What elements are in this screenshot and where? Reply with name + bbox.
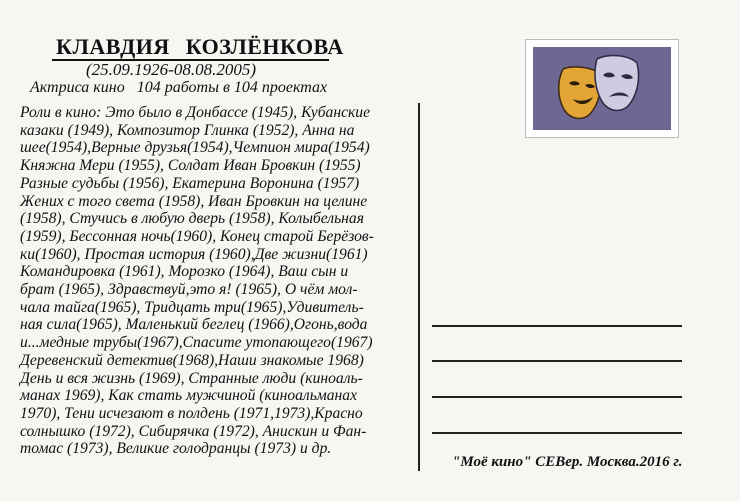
- roles-line: Роли в кино: Это было в Донбассе (1945), Кубанские: [20, 104, 371, 121]
- roles-line: казаки (1949), Композитор Глинка (1952), Анна на: [20, 121, 355, 139]
- actress-name: КЛАВДИЯ КОЗЛЁНКОВА: [56, 34, 344, 59]
- publisher-footer: "Моё кино" СЕВер. Москва.2016 г.: [452, 454, 683, 470]
- address-line: [432, 432, 682, 434]
- roles-line: ки(1960), Простая история (1960),Две жизни(1961): [20, 245, 368, 263]
- roles-line: 1970), Тени исчезают в полдень (1971,1973),Красно: [20, 404, 363, 422]
- stamp-image: [533, 47, 671, 130]
- address-line: [432, 360, 682, 362]
- life-dates: (25.09.1926-08.08.2005): [86, 60, 256, 79]
- roles-line: День и вся жизнь (1969), Странные люди (киноаль-: [20, 369, 363, 387]
- address-line: [432, 325, 682, 327]
- roles-line: брат (1965), Здравствуй,это я! (1965), О чём мол-: [20, 281, 358, 299]
- roles-line: Деревенский детектив(1968),Наши знакомые 1968): [20, 351, 364, 369]
- address-line: [432, 396, 682, 398]
- roles-line: шее(1954),Верные друзья(1954),Чемпион мира(1954): [20, 139, 370, 157]
- divider-line: [418, 103, 420, 471]
- roles-line: (1959), Бессонная ночь(1960), Конец старой Берёзов-: [20, 227, 374, 245]
- roles-line: Жених с того света (1958), Иван Бровкин на целине: [20, 192, 368, 210]
- roles-line: чала тайга(1965), Тридцать три(1965),Удивитель-: [20, 298, 364, 316]
- postage-stamp: [525, 39, 679, 138]
- roles-line: солнышко (1972), Сибирячка (1972), Анискин и Фан-: [20, 422, 367, 440]
- theatre-masks-icon: [533, 47, 671, 130]
- roles-line: ная сила(1965), Маленький беглец (1966),Огонь,вода: [20, 316, 368, 334]
- roles-line: томас (1973), Великие голодранцы (1973) и др.: [20, 440, 332, 458]
- roles-text: [20, 104, 416, 458]
- roles-line: (1958), Стучись в любую дверь (1958), Колыбельная: [20, 210, 364, 228]
- roles-line: Командировка (1961), Морозко (1964), Ваш сын и: [20, 263, 349, 281]
- roles-line: Разные судьбы (1956), Екатерина Воронина (1957): [20, 174, 360, 192]
- roles-line: Княжна Мери (1955), Солдат Иван Бровкин (1955): [20, 157, 361, 175]
- career-summary: Актриса кино 104 работы в 104 проектах: [30, 79, 328, 96]
- roles-line: манах 1969), Как стать мужчиной (киноальманах: [20, 387, 358, 405]
- roles-line: и...медные трубы(1967),Спасите утопающего(1967): [20, 334, 373, 352]
